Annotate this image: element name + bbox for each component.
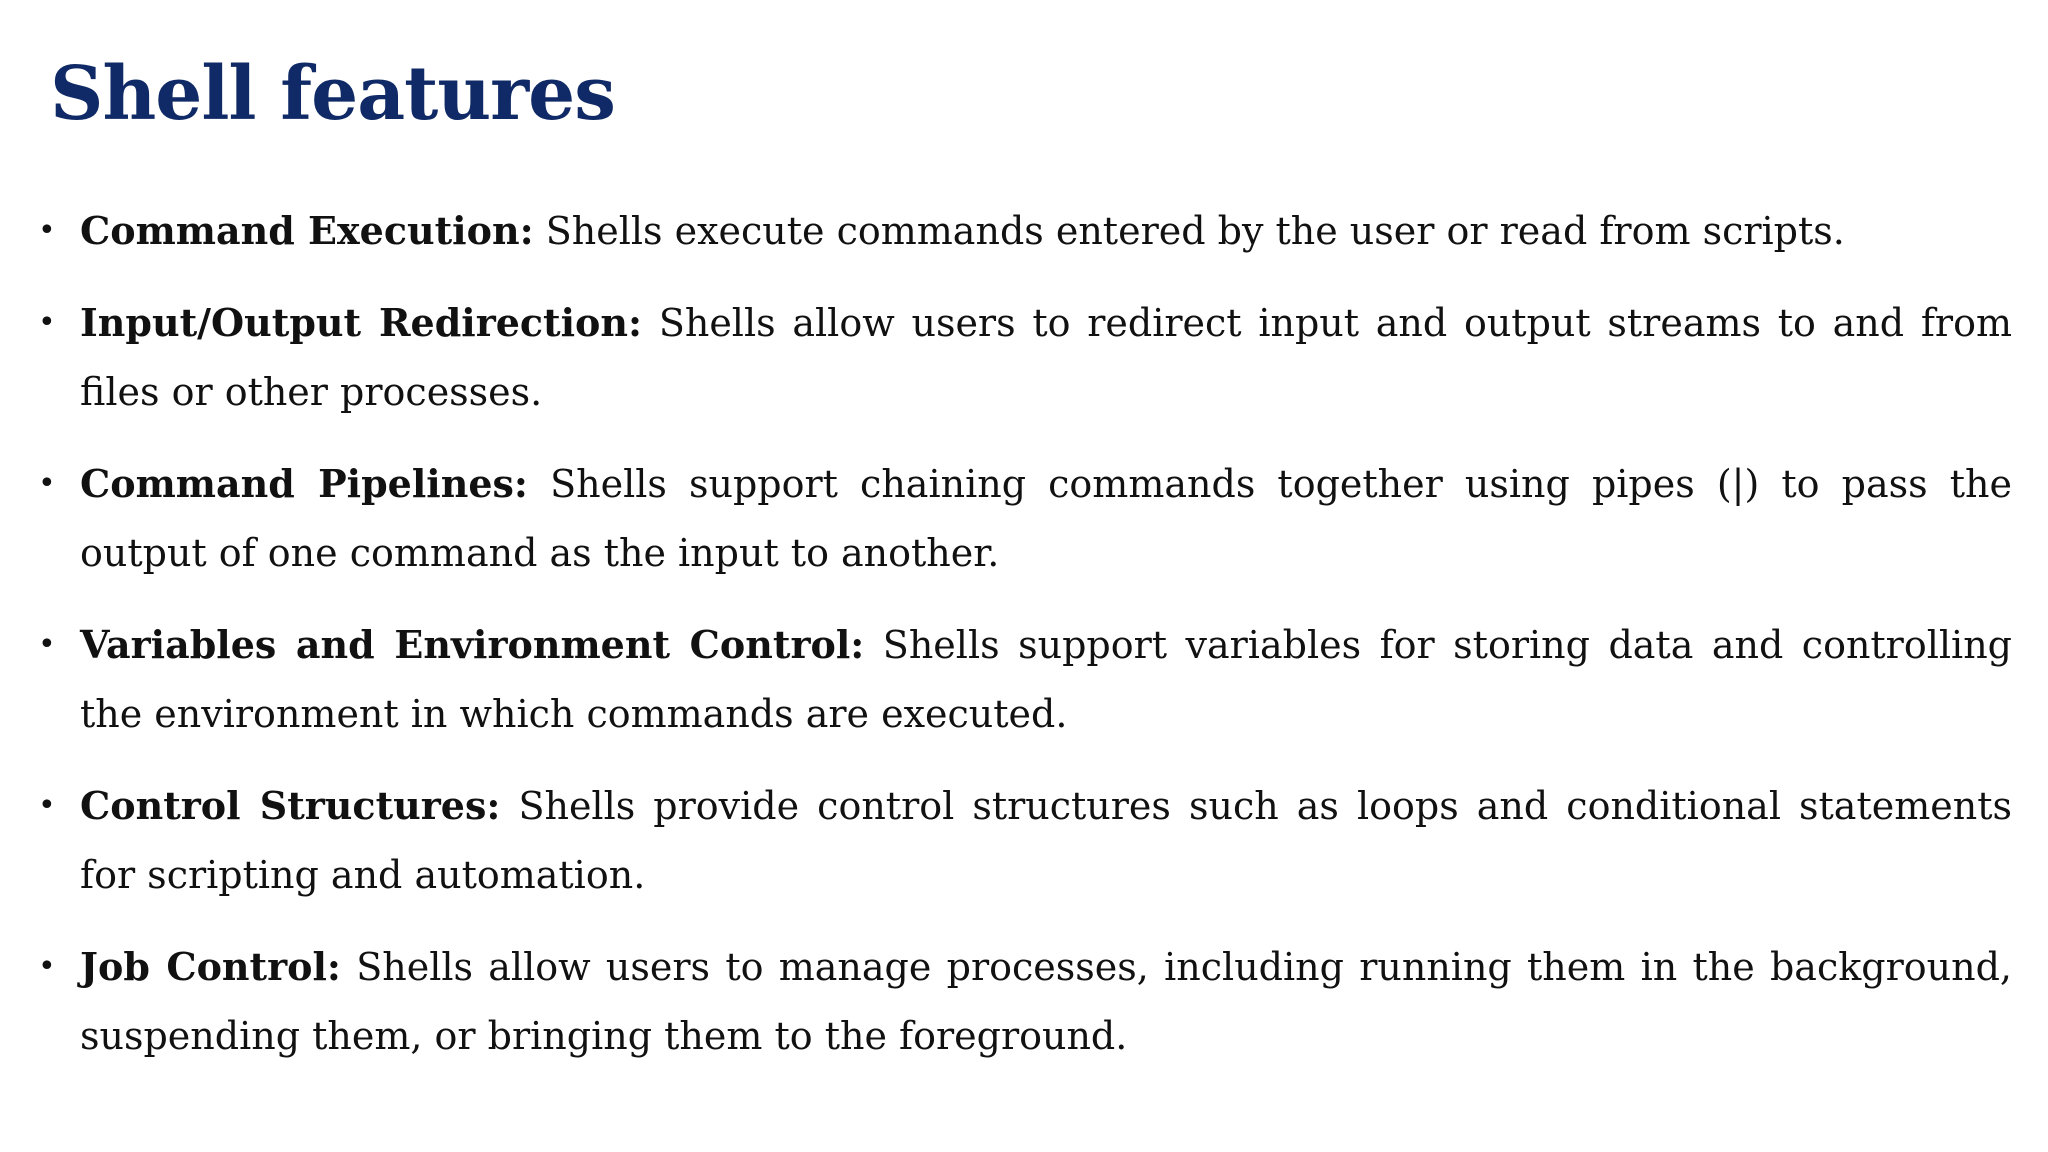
bullet-icon: • <box>38 788 56 823</box>
bullet-icon: • <box>38 627 56 662</box>
feature-item-variables-environment <box>38 610 2012 749</box>
feature-term: Command Pipelines: <box>80 461 528 506</box>
bullet-icon: • <box>38 305 56 340</box>
feature-description: Shells allow users to redirect input and output streams to and from files or other processes. <box>80 301 2012 414</box>
feature-description: Shells execute commands entered by the user or read from scripts. <box>545 209 1845 253</box>
feature-description: Shells allow users to manage processes, including running them in the background, suspending them, or bringing them to the foreground. <box>80 945 2012 1058</box>
feature-description: Shells support chaining commands together using pipes (|) to pass the output of one command as the input to another. <box>80 462 2012 575</box>
feature-description: Shells support variables for storing data and controlling the environment in which commands are executed. <box>80 623 2012 736</box>
feature-item-command-pipelines <box>38 449 2012 588</box>
slide-title: Shell features <box>50 51 615 137</box>
bullet-icon: • <box>38 213 56 248</box>
feature-list <box>38 196 2012 1093</box>
feature-term: Input/Output Redirection: <box>80 300 643 345</box>
feature-term: Command Execution: <box>80 208 534 253</box>
feature-item-job-control <box>38 932 2012 1071</box>
feature-item-control-structures <box>38 771 2012 910</box>
feature-item-io-redirection <box>38 288 2012 427</box>
feature-item-command-execution <box>38 196 2012 266</box>
feature-term: Control Structures: <box>80 783 501 828</box>
bullet-icon: • <box>38 949 56 984</box>
bullet-icon: • <box>38 466 56 501</box>
feature-term: Job Control: <box>80 944 341 989</box>
feature-description: Shells provide control structures such as loops and conditional statements for scripting and automation. <box>80 784 2012 897</box>
feature-term: Variables and Environment Control: <box>80 622 865 667</box>
